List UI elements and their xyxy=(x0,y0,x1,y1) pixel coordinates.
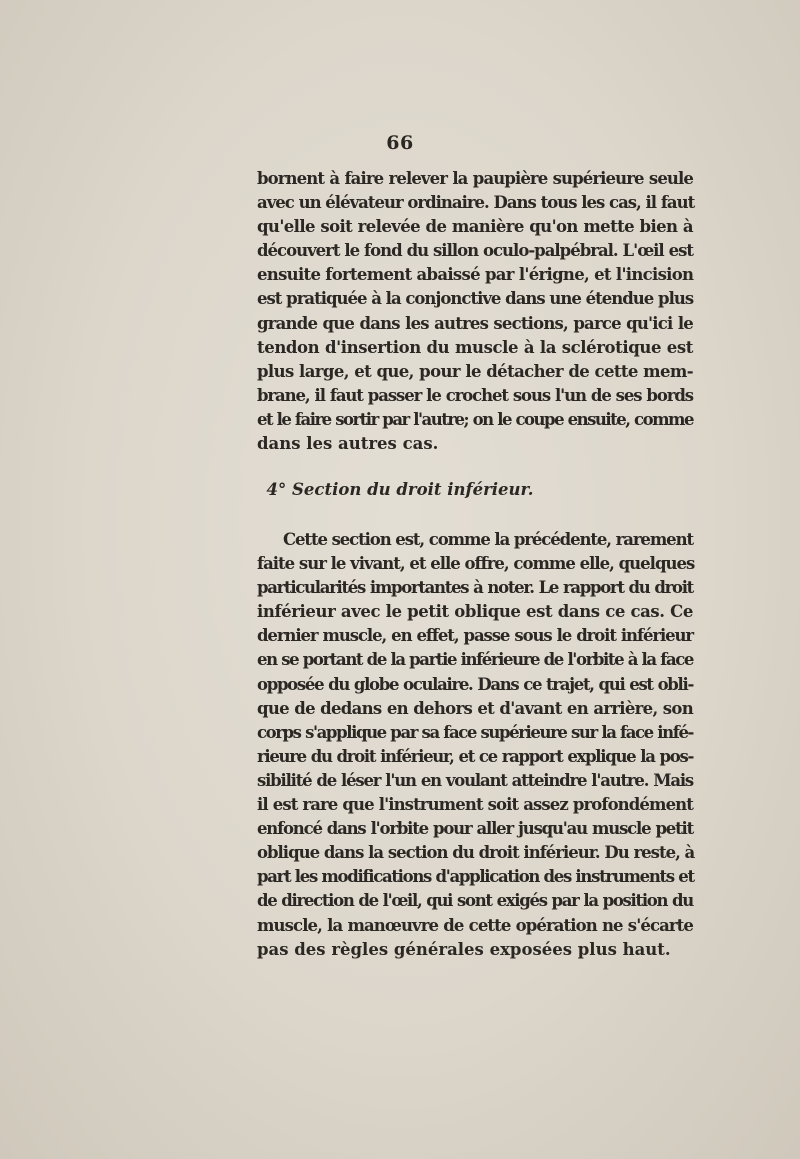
text-line: ensuite fortement abaissé par l'érigne, et l'incision xyxy=(257,265,694,285)
text-line: part les modifications d'application des instruments et xyxy=(257,867,694,887)
text-line: muscle, la manœuvre de cette opération ne s'écarte xyxy=(257,915,693,935)
paragraph-1 xyxy=(257,167,693,456)
text-line: sibilité de léser l'un en voulant atteindre l'autre. Mais xyxy=(257,770,693,790)
text-line: découvert le fond du sillon oculo-palpébral. L'œil est xyxy=(257,241,693,261)
text-line: que de dedans en dehors et d'avant en arrière, son xyxy=(257,698,693,718)
text-line: de direction de l'œil, qui sont exigés par la position du xyxy=(257,891,693,911)
text-line: et le faire sortir par l'autre; on le coupe ensuite, comme xyxy=(257,409,693,429)
text-line: plus large, et que, pour le détacher de cette mem- xyxy=(257,361,693,381)
section-heading: 4° Section du droit inférieur. xyxy=(266,480,534,499)
text-line: qu'elle soit relevée de manière qu'on mette bien à xyxy=(257,217,693,237)
text-line: dernier muscle, en effet, passe sous le droit inférieur xyxy=(257,626,693,646)
text-line: rieure du droit inférieur, et ce rapport explique la pos- xyxy=(257,746,693,766)
text-line: en se portant de la partie inférieure de l'orbite à la face xyxy=(257,650,693,670)
text-line: il est rare que l'instrument soit assez profondément xyxy=(257,795,693,815)
text-line: corps s'applique par sa face supérieure sur la face infé- xyxy=(257,722,693,742)
text-line: inférieur avec le petit oblique est dans ce cas. Ce xyxy=(257,602,693,622)
text-line: opposée du globe oculaire. Dans ce trajet, qui est obli- xyxy=(257,674,693,694)
text-line: enfoncé dans l'orbite pour aller jusqu'au muscle petit xyxy=(257,819,693,839)
text-line: brane, il faut passer le crochet sous l'un de ses bords xyxy=(257,385,693,405)
page-number: 66 xyxy=(386,132,414,154)
text-line: faite sur le vivant, et elle offre, comme elle, quelques xyxy=(257,554,695,574)
text-line: tendon d'insertion du muscle à la sclérotique est xyxy=(257,337,693,357)
paragraph-2 xyxy=(257,528,693,962)
text-line: dans les autres cas. xyxy=(257,434,439,454)
text-line: oblique dans la section du droit inférieur. Du reste, à xyxy=(257,843,695,863)
text-line: avec un élévateur ordinaire. Dans tous les cas, il faut xyxy=(257,193,695,213)
text-line: particularités importantes à noter. Le rapport du droit xyxy=(257,578,693,598)
text-line: grande que dans les autres sections, parce qu'ici le xyxy=(257,313,693,333)
text-line: bornent à faire relever la paupière supérieure seule xyxy=(257,169,693,188)
text-line: pas des règles générales exposées plus haut. xyxy=(257,939,671,959)
text-line: est pratiquée à la conjonctive dans une étendue plus xyxy=(257,289,694,309)
text-line: Cette section est, comme la précédente, rarement xyxy=(283,530,693,549)
